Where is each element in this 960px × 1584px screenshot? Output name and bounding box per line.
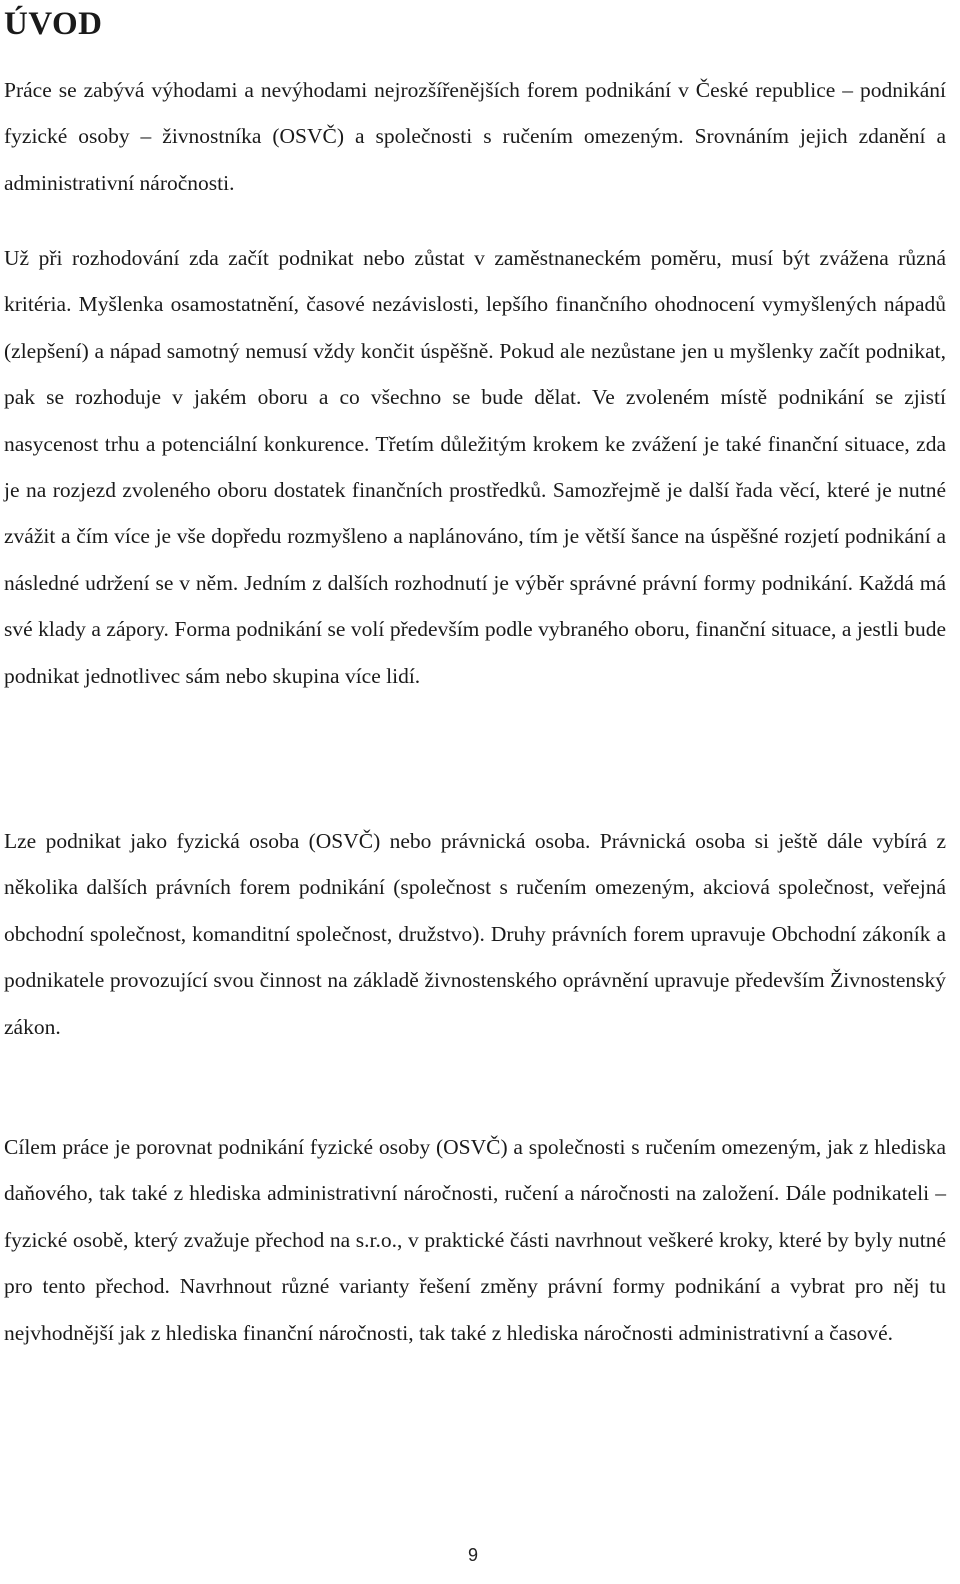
paragraph-intro: Práce se zabývá výhodami a nevýhodami nejrozšířenějších forem podnikání v České republice – podnikání fyzické osoby – živnostníka (OSVČ) a společnosti s ručením omezeným. Srovnáním jejich zdanění a administrativní náročnosti.	[4, 78, 946, 195]
paragraph-thesis-goal: Cílem práce je porovnat podnikání fyzické osoby (OSVČ) a společnosti s ručením omezeným, jak z hlediska daňového, tak také z hlediska administrativní náročnosti, ručení a náročnosti na založení. Dále podnikateli – fyzické osobě, který zvažuje přechod na s.r.o., v praktické části navrhnout veškeré kroky, které by byly nutné pro tento přechod. Navrhnout různé varianty řešení změny právní formy podnikání a vybrat pro něj tu nejvhodnější jak z hlediska finanční náročnosti, tak také z hlediska náročnosti administrativní a časové.	[4, 1135, 946, 1345]
section-heading: ÚVOD	[4, 6, 103, 42]
paragraph-decision-criteria: Už při rozhodování zda začít podnikat nebo zůstat v zaměstnaneckém poměru, musí být zvážena různá kritéria. Myšlenka osamostatnění, časové nezávislosti, lepšího finančního ohodnocení vymyšlených nápadů (zlepšení) a nápad samotný nemusí vždy končit úspěšně. Pokud ale nezůstane jen u myšlenky začít podnikat, pak se rozhoduje v jakém oboru a co všechno se bude dělat. Ve zvoleném místě podnikání se zjistí nasycenost trhu a potenciální konkurence. Třetím důležitým krokem ke zvážení je také finanční situace, zda je na rozjezd zvoleného oboru dostatek finančních prostředků. Samozřejmě je další řada věcí, které je nutné zvážit a čím více je vše dopředu rozmyšleno a naplánováno, tím je větší šance na úspěšné rozjetí podnikání a následné udržení se v něm. Jedním z dalších rozhodnutí je výběr správné právní formy podnikání. Každá má své klady a zápory. Forma podnikání se volí především podle vybraného oboru, finanční situace, a jestli bude podnikat jednotlivec sám nebo skupina více lidí.	[4, 246, 946, 688]
paragraph-legal-forms: Lze podnikat jako fyzická osoba (OSVČ) nebo právnická osoba. Právnická osoba si ještě dále vybírá z několika dalších právních forem podnikání (společnost s ručením omezeným, akciová společnost, veřejná obchodní společnost, komanditní společnost, družstvo). Druhy právních forem upravuje Obchodní zákoník a podnikatele provozující svou činnost na základě živnostenského oprávnění upravuje především Živnostenský zákon.	[4, 829, 946, 1039]
page-number: 9	[467, 1545, 478, 1565]
